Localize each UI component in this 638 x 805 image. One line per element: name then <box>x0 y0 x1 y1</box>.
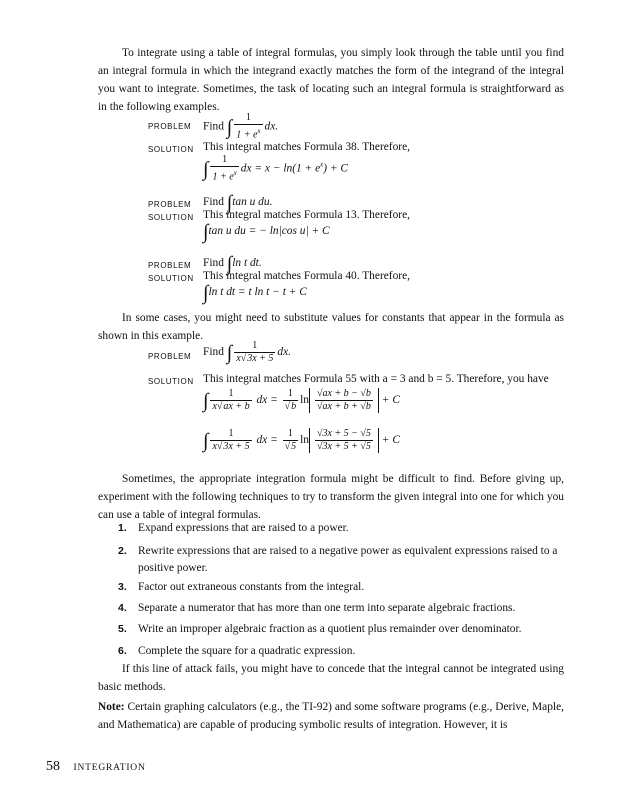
a1-num: 1 <box>210 154 238 167</box>
a3-expr: ln t dt = t ln t − t + C <box>208 286 307 298</box>
note-text: Certain graphing calculators (e.g., the TI-92) and some software programs (e.g., Derive, Maple, and Mathematica) are capable of producing symbolic results of integration. However, it is <box>98 701 564 731</box>
answer-2: ∫tan u du = − ln|cos u| + C <box>203 221 330 243</box>
item-text: Rewrite expressions that are raised to a negative power as equivalent expressions raised to a positive power. <box>138 545 558 574</box>
mid-text: In some cases, you might need to substitute values for constants that appear in the formula as shown in this example. <box>98 312 564 342</box>
l2-rhs-den: 5 <box>291 441 297 452</box>
section-title: INTEGRATION <box>73 763 146 773</box>
find-word-2: Find <box>203 196 224 208</box>
p1-exp: x <box>257 127 261 135</box>
a1-rhs: dx = x − ln(1 + e <box>240 162 321 175</box>
item-text: Separate a numerator that has more than one term into separate algebraic fractions. <box>138 602 516 614</box>
find-word: Find <box>203 120 224 133</box>
problem-4: Find ∫ $\frac{1}{x√3x + 5}$ dx. <box>203 340 291 365</box>
item-number: 3. <box>118 581 127 593</box>
l2-lhs-den: 3x + 5 <box>223 441 250 452</box>
intro-paragraph <box>98 44 564 116</box>
note-label: Note: <box>98 701 125 713</box>
a1-exp: x <box>233 169 237 177</box>
solution-label-3: SOLUTION <box>148 274 194 283</box>
l2-ln-den: 3x + 5 + √5 <box>322 441 371 452</box>
l2-ln-num: 3x + 5 − √5 <box>322 428 371 439</box>
l1-rhs-num: 1 <box>283 388 299 401</box>
p4-dx: dx. <box>277 346 291 359</box>
l1-dx-eq: dx = <box>256 394 278 407</box>
l1-lhs-den: ax + b <box>223 401 250 412</box>
find-word-3: Find <box>203 257 224 269</box>
problem-label-4: PROBLEM <box>148 352 192 361</box>
item-number: 5. <box>118 623 127 635</box>
item-text: Expand expressions that are raised to a power. <box>138 522 349 534</box>
l2-lhs-num: 1 <box>210 428 251 441</box>
problem-2: Find ∫tan u du. <box>203 192 273 214</box>
p1-den: 1 + e <box>236 129 258 141</box>
answer-3: ∫ln t dt = t ln t − t + C <box>203 282 307 304</box>
l2-ln: ln <box>300 434 309 447</box>
answer-1: ∫ $\frac{1}{1 + e^x}$ dx = $x - \ln(1 + e^x) + C$ <box>203 154 349 183</box>
item-text: Complete the square for a quadratic expression. <box>138 645 356 657</box>
problem-3: Find ∫ln t dt. <box>203 253 262 275</box>
intro-text: To integrate using a table of integral formulas, you simply look through the table until you find an integral formula in which the integrand exactly matches the form of the integrand of the integral you want to integrate. Sometimes, the task of locating such an integral formula is straightforward as in the following examples. <box>98 47 564 113</box>
problem-label-2: PROBLEM <box>148 200 192 209</box>
a1-rhs-exp: x <box>320 160 324 169</box>
l1-lhs-num: 1 <box>210 388 251 401</box>
a1-tail: ) + C <box>323 162 349 175</box>
problem-1: Find ∫ $\frac{1}{1 + e^x}$ dx. <box>203 112 279 141</box>
find-word-4: Find <box>203 346 224 359</box>
note-paragraph <box>98 698 564 734</box>
problem-label-3: PROBLEM <box>148 261 192 270</box>
problem-label-1: PROBLEM <box>148 122 192 131</box>
l1-ln-num: ax + b − √b <box>322 388 371 399</box>
item-number: 2. <box>118 545 127 557</box>
l1-rhs-den: b <box>291 401 297 412</box>
solution-3: This integral matches Formula 40. Therefore, <box>203 270 410 282</box>
p2-expr: tan u du. <box>232 196 273 208</box>
solution-1: This integral matches Formula 38. Therefore, <box>203 141 410 153</box>
p1-dx: dx. <box>264 120 279 133</box>
solution-2: This integral matches Formula 13. Therefore, <box>203 209 410 221</box>
a2-expr: tan u du = − ln|cos u| + C <box>208 225 330 237</box>
l1-plus-c: + C <box>381 394 400 407</box>
a1-den: 1 + e <box>212 171 234 183</box>
solution-label-2: SOLUTION <box>148 213 194 222</box>
page-number: 58 <box>46 759 60 774</box>
l1-ln-den: ax + b + √b <box>322 401 371 412</box>
substitute-paragraph <box>98 309 564 345</box>
answer-4-specific: ∫ $\frac{1}{x√3x + 5}$ dx = $\frac{1}{√5}$ ln $\frac{√3x + 5 - √5}{√3x + 5 + √5}$ + C <box>203 428 400 453</box>
item-number: 1. <box>118 522 127 534</box>
item-text: Write an improper algebraic fraction as a quotient plus remainder over denominator. <box>138 623 522 635</box>
solution-label-4: SOLUTION <box>148 377 194 386</box>
l2-plus-c: + C <box>381 434 400 447</box>
page-footer <box>46 759 146 775</box>
l2-dx-eq: dx = <box>256 434 278 447</box>
difficult-text: Sometimes, the appropriate integration formula might be difficult to find. Before giving up, experiment with the following techniques to try to transform the given integral into one for which you can use a table of integral formulas. <box>98 473 564 521</box>
p4-den-x: x <box>236 353 241 364</box>
fails-paragraph <box>98 660 564 696</box>
solution-label-1: SOLUTION <box>148 145 194 154</box>
p4-num: 1 <box>234 340 275 353</box>
p4-den-rad: 3x + 5 <box>247 353 274 364</box>
item-number: 4. <box>118 602 127 614</box>
p3-expr: ln t dt. <box>232 257 262 269</box>
item-number: 6. <box>118 645 127 657</box>
item-text: Factor out extraneous constants from the integral. <box>138 581 365 593</box>
technique-list <box>118 520 568 670</box>
solution-4: This integral matches Formula 55 with a = 3 and b = 5. Therefore, you have <box>203 373 549 385</box>
p1-num: 1 <box>234 112 262 125</box>
fails-text: If this line of attack fails, you might have to concede that the integral cannot be integrated using basic methods. <box>98 663 564 693</box>
difficult-paragraph <box>98 470 564 524</box>
answer-4-general: ∫ $\frac{1}{x√ax + b}$ dx = $\frac{1}{√b}$ ln $\frac{√ax + b - √b}{√ax + b + √b}$ + C <box>203 388 400 413</box>
l2-rhs-num: 1 <box>283 428 299 441</box>
l1-ln: ln <box>300 394 309 407</box>
